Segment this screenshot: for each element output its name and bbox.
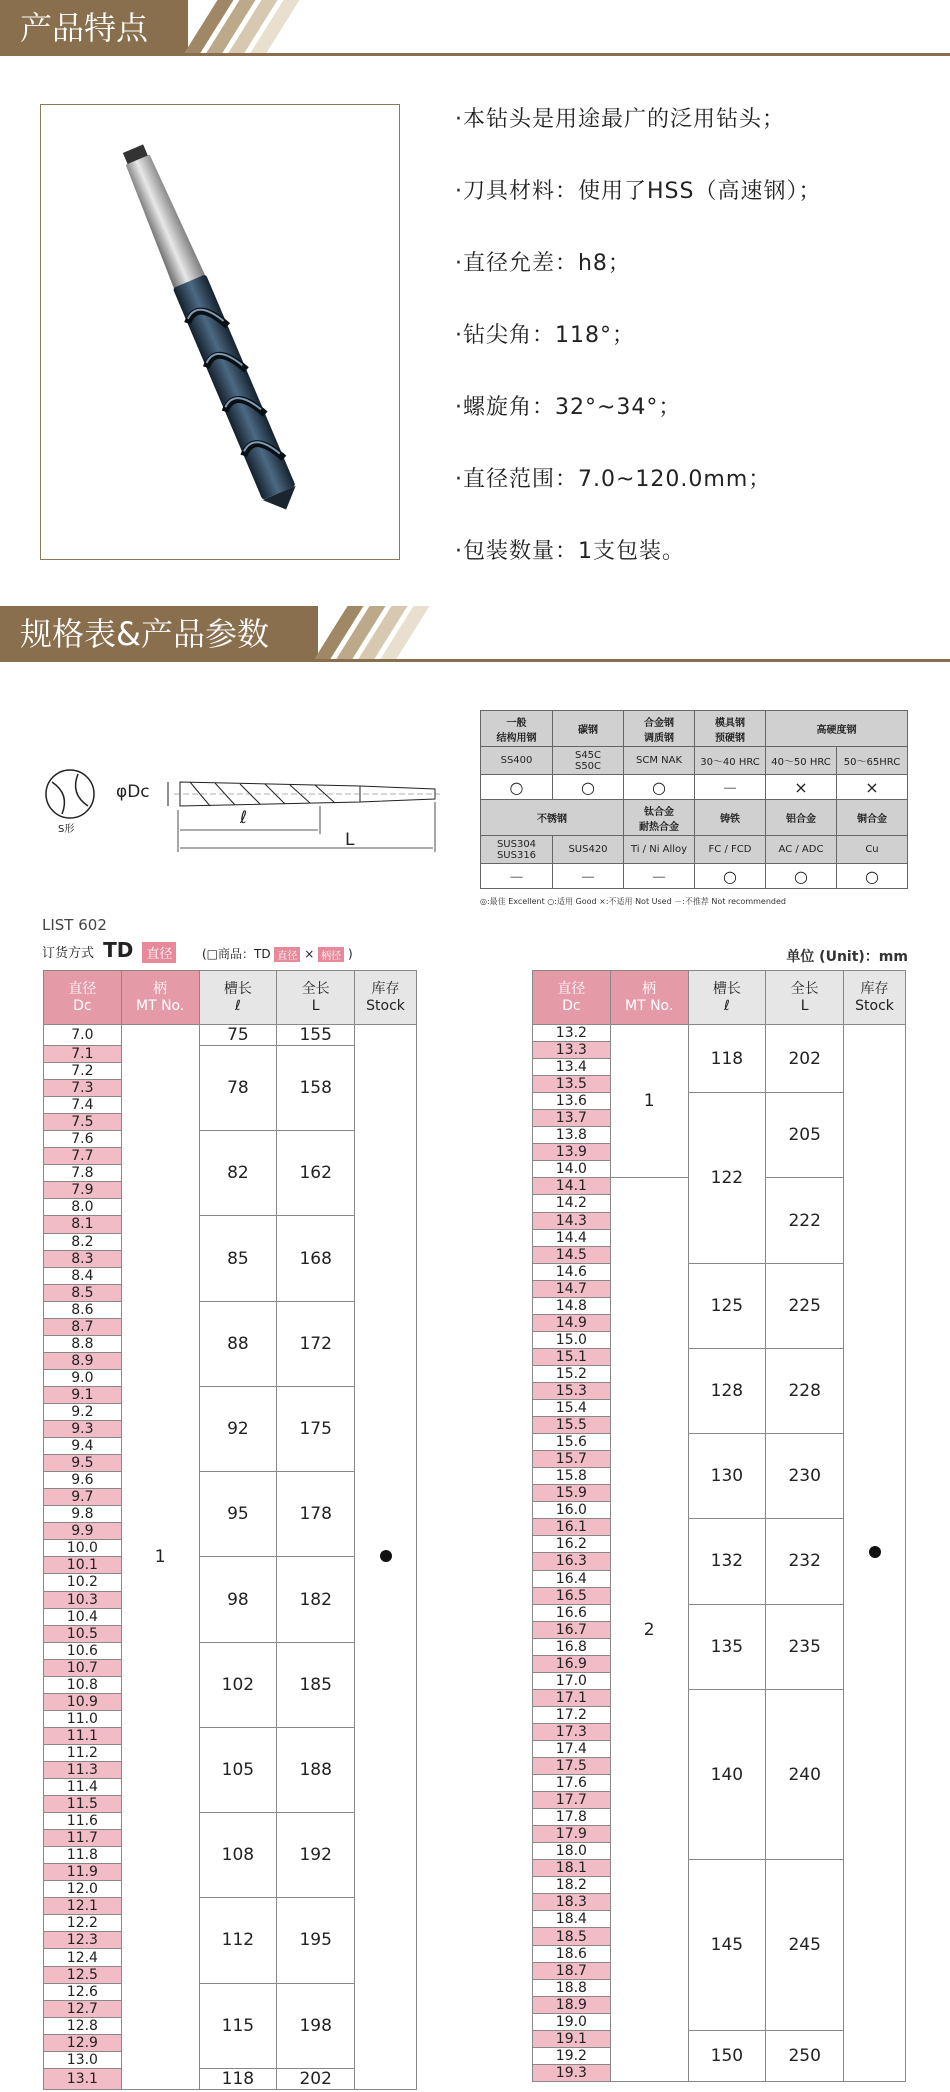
product-note-suffix: ) <box>347 947 353 961</box>
total-length-cell: 158 <box>277 1046 355 1131</box>
material-grade: FC / FCD <box>695 836 766 864</box>
diameter-cell: 14.7 <box>533 1280 611 1297</box>
diameter-cell: 15.8 <box>533 1468 611 1485</box>
col-header-dc: 直径 Dc <box>533 971 611 1025</box>
diameter-cell: 10.8 <box>44 1676 122 1693</box>
diameter-cell: 7.9 <box>44 1182 122 1199</box>
features-title: 产品特点 <box>0 0 188 56</box>
diameter-cell: 15.2 <box>533 1365 611 1382</box>
flute-length-cell: 150 <box>688 2030 766 2081</box>
diameter-cell: 15.4 <box>533 1400 611 1417</box>
col-header-mt: 柄 MT No. <box>610 971 688 1025</box>
diameter-cell: 18.0 <box>533 1843 611 1860</box>
flute-length-cell: 125 <box>688 1263 766 1348</box>
diameter-cell: 17.1 <box>533 1689 611 1706</box>
diameter-cell: 15.9 <box>533 1485 611 1502</box>
total-length-cell: 198 <box>277 1983 355 2068</box>
material-legend: ◎:最佳 Excellent ○:适用 Good ×:不适用 Not Used －:不推荐 Not recommended <box>480 897 786 906</box>
flute-length-cell: 82 <box>199 1131 277 1216</box>
diameter-cell: 19.2 <box>533 2047 611 2064</box>
diameter-cell: 16.3 <box>533 1553 611 1570</box>
spec-header <box>0 606 950 662</box>
product-note-prefix: (□商品：TD <box>202 947 271 961</box>
spec-table-right <box>532 970 906 2082</box>
diameter-cell: 17.9 <box>533 1826 611 1843</box>
diameter-cell: 12.7 <box>44 2000 122 2017</box>
total-length-cell: 192 <box>277 1813 355 1898</box>
table-row <box>44 1025 417 1046</box>
diameter-cell: 16.5 <box>533 1587 611 1604</box>
col-header-stock: 库存 Stock <box>844 971 906 1025</box>
feature-item: ·直径范围：7.0~120.0mm； <box>455 467 772 492</box>
diameter-cell: 7.4 <box>44 1097 122 1114</box>
material-grade: SCM NAK <box>624 747 695 775</box>
material-grade: S45C S50C <box>553 747 624 775</box>
col-header-mt: 柄 MT No. <box>121 971 199 1025</box>
suitability-mark: ○ <box>624 775 695 800</box>
diameter-cell: 7.2 <box>44 1063 122 1080</box>
note-diameter-pill: 直径 <box>274 947 300 962</box>
diameter-cell: 14.0 <box>533 1161 611 1178</box>
diameter-cell: 10.3 <box>44 1591 122 1608</box>
diameter-cell: 19.1 <box>533 2030 611 2047</box>
diameter-cell: 14.6 <box>533 1263 611 1280</box>
diameter-cell: 13.6 <box>533 1093 611 1110</box>
s-shape-label: S形 <box>58 824 75 835</box>
diameter-cell: 8.2 <box>44 1233 122 1250</box>
diameter-cell: 14.4 <box>533 1229 611 1246</box>
total-length-label: L <box>345 830 355 850</box>
material-grade: AC / ADC <box>766 836 837 864</box>
diameter-cell: 13.7 <box>533 1110 611 1127</box>
material-header: 铝合金 <box>766 800 837 836</box>
diameter-cell: 11.4 <box>44 1779 122 1796</box>
diameter-cell: 17.3 <box>533 1723 611 1740</box>
diameter-cell: 17.0 <box>533 1672 611 1689</box>
stock-cell <box>844 1025 906 2082</box>
diameter-cell: 7.5 <box>44 1114 122 1131</box>
material-grade: Cu <box>837 836 908 864</box>
diameter-cell: 11.7 <box>44 1830 122 1847</box>
feature-item: ·钻尖角：118°； <box>455 323 635 348</box>
drill-body <box>173 274 296 500</box>
shank <box>122 153 206 291</box>
total-length-cell: 225 <box>766 1263 844 1348</box>
diameter-cell: 11.2 <box>44 1744 122 1761</box>
diameter-cell: 7.1 <box>44 1046 122 1063</box>
diameter-cell: 11.0 <box>44 1710 122 1727</box>
flute-length-cell: 115 <box>199 1983 277 2068</box>
suitability-mark: ○ <box>837 864 908 889</box>
diameter-cell: 10.6 <box>44 1642 122 1659</box>
total-length-cell: 175 <box>277 1386 355 1471</box>
flute-length-cell: 130 <box>688 1434 766 1519</box>
diameter-cell: 10.2 <box>44 1574 122 1591</box>
suitability-mark: ○ <box>695 864 766 889</box>
diameter-cell: 10.1 <box>44 1557 122 1574</box>
shank-mt-cell: 1 <box>121 1025 199 2090</box>
diameter-cell: 18.7 <box>533 1962 611 1979</box>
order-code: TD <box>103 938 134 962</box>
material-header: 一般 结构用钢 <box>481 711 553 747</box>
total-length-cell: 202 <box>766 1025 844 1093</box>
material-header: 不锈钢 <box>481 800 624 836</box>
suitability-mark: × <box>766 775 837 800</box>
diameter-cell: 14.2 <box>533 1195 611 1212</box>
total-length-cell: 232 <box>766 1519 844 1604</box>
col-header-total: 全长 L <box>766 971 844 1025</box>
total-length-cell: 172 <box>277 1301 355 1386</box>
order-label: 订货方式 <box>42 946 95 961</box>
material-grade: 40～50 HRC <box>766 747 837 775</box>
col-header-flute: 槽长 ℓ <box>688 971 766 1025</box>
diameter-cell: 13.9 <box>533 1144 611 1161</box>
product-photo <box>40 104 400 560</box>
material-grade: 30～40 HRC <box>695 747 766 775</box>
diameter-cell: 9.7 <box>44 1489 122 1506</box>
diameter-cell: 16.8 <box>533 1638 611 1655</box>
flute-length-cell: 145 <box>688 1860 766 2030</box>
diameter-cell: 11.9 <box>44 1864 122 1881</box>
col-header-total: 全长 L <box>277 971 355 1025</box>
diameter-cell: 10.0 <box>44 1540 122 1557</box>
suitability-mark: ○ <box>553 775 624 800</box>
diameter-cell: 17.2 <box>533 1706 611 1723</box>
feature-item: ·刀具材料：使用了HSS（高速钢）； <box>455 179 822 204</box>
total-length-cell: 250 <box>766 2030 844 2081</box>
diameter-cell: 9.5 <box>44 1455 122 1472</box>
material-header: 铜合金 <box>837 800 908 836</box>
diameter-cell: 8.4 <box>44 1267 122 1284</box>
diameter-cell: 7.7 <box>44 1148 122 1165</box>
material-header: 模具钢 预硬钢 <box>695 711 766 747</box>
material-table <box>480 710 908 889</box>
diameter-cell: 16.2 <box>533 1536 611 1553</box>
flute-length-cell: 92 <box>199 1386 277 1471</box>
diameter-cell: 10.7 <box>44 1659 122 1676</box>
diameter-cell: 7.0 <box>44 1025 122 1046</box>
diameter-cell: 12.0 <box>44 1881 122 1898</box>
total-length-cell: 188 <box>277 1727 355 1812</box>
order-diameter-pill: 直径 <box>142 942 176 963</box>
diameter-cell: 9.1 <box>44 1386 122 1403</box>
flute-length-cell: 118 <box>688 1025 766 1093</box>
diameter-cell: 12.4 <box>44 1949 122 1966</box>
stock-cell <box>355 1025 417 2090</box>
diameter-cell: 9.0 <box>44 1369 122 1386</box>
flute-length-cell: 78 <box>199 1046 277 1131</box>
diameter-cell: 13.2 <box>533 1025 611 1042</box>
material-header: 碳钢 <box>553 711 624 747</box>
diameter-cell: 7.3 <box>44 1080 122 1097</box>
diameter-cell: 15.6 <box>533 1434 611 1451</box>
drill-diagram <box>40 756 480 866</box>
diameter-cell: 16.1 <box>533 1519 611 1536</box>
total-length-cell: 162 <box>277 1131 355 1216</box>
col-header-dc: 直径 Dc <box>44 971 122 1025</box>
diameter-cell: 10.5 <box>44 1625 122 1642</box>
diameter-cell: 13.0 <box>44 2051 122 2068</box>
diameter-cell: 8.6 <box>44 1301 122 1318</box>
cross-section-icon <box>46 770 94 818</box>
material-header: 合金钢 调质钢 <box>624 711 695 747</box>
diameter-cell: 19.0 <box>533 2013 611 2030</box>
diameter-cell: 15.0 <box>533 1331 611 1348</box>
diameter-cell: 16.9 <box>533 1655 611 1672</box>
diameter-cell: 14.5 <box>533 1246 611 1263</box>
suitability-mark: ○ <box>481 775 553 800</box>
flute-length-cell: 95 <box>199 1472 277 1557</box>
diameter-cell: 16.0 <box>533 1502 611 1519</box>
unit-label: 单位 (Unit)：mm <box>786 949 908 965</box>
list-number: LIST 602 <box>42 916 107 934</box>
material-grade: SUS420 <box>553 836 624 864</box>
flute-length-cell: 105 <box>199 1727 277 1812</box>
diameter-cell: 9.3 <box>44 1421 122 1438</box>
diameter-cell: 11.5 <box>44 1796 122 1813</box>
material-header: 铸铁 <box>695 800 766 836</box>
diameter-cell: 9.4 <box>44 1438 122 1455</box>
dc-label: φDc <box>116 782 150 802</box>
material-header: 高硬度钢 <box>766 711 908 747</box>
suitability-mark: × <box>837 775 908 800</box>
total-length-cell: 205 <box>766 1093 844 1178</box>
diameter-cell: 18.6 <box>533 1945 611 1962</box>
total-length-cell: 202 <box>277 2068 355 2089</box>
shank-mt-cell: 1 <box>610 1025 688 1178</box>
diameter-cell: 13.3 <box>533 1042 611 1059</box>
col-header-stock: 库存 Stock <box>355 971 417 1025</box>
diameter-cell: 17.8 <box>533 1809 611 1826</box>
diameter-cell: 12.3 <box>44 1932 122 1949</box>
total-length-cell: 178 <box>277 1472 355 1557</box>
diameter-cell: 14.1 <box>533 1178 611 1195</box>
diameter-cell: 18.3 <box>533 1894 611 1911</box>
flute-length-cell: 88 <box>199 1301 277 1386</box>
diameter-cell: 11.8 <box>44 1847 122 1864</box>
suitability-mark: － <box>481 864 553 889</box>
diameter-cell: 11.6 <box>44 1813 122 1830</box>
feature-item: ·螺旋角：32°~34°； <box>455 395 682 420</box>
feature-item: ·直径允差：h8； <box>455 251 631 276</box>
header-rule <box>0 53 950 56</box>
total-length-cell: 228 <box>766 1348 844 1433</box>
diameter-cell: 13.4 <box>533 1059 611 1076</box>
diameter-cell: 16.4 <box>533 1570 611 1587</box>
flute-length-cell: 135 <box>688 1604 766 1689</box>
total-length-cell: 185 <box>277 1642 355 1727</box>
flute-length-cell: 122 <box>688 1093 766 1263</box>
note-shank-pill: 柄径 <box>318 947 344 962</box>
feature-item: ·本钻头是用途最广的泛用钻头； <box>455 107 785 132</box>
order-method <box>42 938 176 963</box>
diameter-cell: 15.5 <box>533 1417 611 1434</box>
diameter-cell: 8.8 <box>44 1335 122 1352</box>
diameter-cell: 14.9 <box>533 1314 611 1331</box>
header-rule <box>0 659 950 662</box>
col-header-flute: 槽长 ℓ <box>199 971 277 1025</box>
diameter-cell: 10.4 <box>44 1608 122 1625</box>
diameter-cell: 12.5 <box>44 1966 122 1983</box>
diameter-cell: 18.8 <box>533 1979 611 1996</box>
flute-length-cell: 108 <box>199 1813 277 1898</box>
table-row <box>533 1025 906 1042</box>
diameter-cell: 8.3 <box>44 1250 122 1267</box>
diameter-cell: 17.6 <box>533 1775 611 1792</box>
flute-length-cell: 102 <box>199 1642 277 1727</box>
flute-length-cell: 118 <box>199 2068 277 2089</box>
diameter-cell: 12.8 <box>44 2017 122 2034</box>
product-note <box>202 945 353 962</box>
spec-title: 规格表&产品参数 <box>0 606 318 662</box>
flute-length-cell: 112 <box>199 1898 277 1983</box>
features-header <box>0 0 950 56</box>
diameter-cell: 8.1 <box>44 1216 122 1233</box>
diameter-cell: 11.1 <box>44 1727 122 1744</box>
material-header: 钛合金 耐热合金 <box>624 800 695 836</box>
diameter-cell: 19.3 <box>533 2064 611 2081</box>
flute-length-cell: 140 <box>688 1689 766 1859</box>
diameter-cell: 15.7 <box>533 1451 611 1468</box>
feature-item: ·包装数量：1支包装。 <box>455 539 685 564</box>
total-length-cell: 155 <box>277 1025 355 1046</box>
diameter-cell: 9.6 <box>44 1472 122 1489</box>
total-length-cell: 222 <box>766 1178 844 1263</box>
flute-length-cell: 98 <box>199 1557 277 1642</box>
diameter-cell: 18.5 <box>533 1928 611 1945</box>
diameter-cell: 9.9 <box>44 1523 122 1540</box>
diameter-cell: 17.5 <box>533 1758 611 1775</box>
in-stock-icon <box>380 1550 392 1562</box>
diameter-cell: 9.8 <box>44 1506 122 1523</box>
flute-length-label: ℓ <box>240 808 248 828</box>
diameter-cell: 14.3 <box>533 1212 611 1229</box>
diameter-cell: 18.1 <box>533 1860 611 1877</box>
diameter-cell: 11.3 <box>44 1761 122 1778</box>
diameter-cell: 17.4 <box>533 1740 611 1757</box>
flute-length-cell: 132 <box>688 1519 766 1604</box>
total-length-cell: 195 <box>277 1898 355 1983</box>
flute-length-cell: 85 <box>199 1216 277 1301</box>
diameter-cell: 9.2 <box>44 1403 122 1420</box>
diameter-cell: 12.6 <box>44 1983 122 2000</box>
diameter-cell: 8.0 <box>44 1199 122 1216</box>
total-length-cell: 168 <box>277 1216 355 1301</box>
diameter-cell: 18.2 <box>533 1877 611 1894</box>
material-grade: 50～65HRC <box>837 747 908 775</box>
diameter-cell: 8.5 <box>44 1284 122 1301</box>
diameter-cell: 8.9 <box>44 1352 122 1369</box>
diameter-cell: 16.7 <box>533 1621 611 1638</box>
diameter-cell: 14.8 <box>533 1297 611 1314</box>
note-times: × <box>304 947 315 961</box>
diameter-cell: 15.1 <box>533 1348 611 1365</box>
diameter-cell: 8.7 <box>44 1318 122 1335</box>
diameter-cell: 18.9 <box>533 1996 611 2013</box>
diameter-cell: 16.6 <box>533 1604 611 1621</box>
diameter-cell: 13.8 <box>533 1127 611 1144</box>
total-length-cell: 230 <box>766 1434 844 1519</box>
diameter-cell: 12.9 <box>44 2034 122 2051</box>
material-grade: Ti / Ni Alloy <box>624 836 695 864</box>
diameter-cell: 13.5 <box>533 1076 611 1093</box>
diameter-cell: 17.7 <box>533 1792 611 1809</box>
suitability-mark: － <box>624 864 695 889</box>
diameter-cell: 10.9 <box>44 1693 122 1710</box>
suitability-mark: ○ <box>766 864 837 889</box>
total-length-cell: 245 <box>766 1860 844 2030</box>
spec-table-left <box>43 970 417 2090</box>
suitability-mark: － <box>695 775 766 800</box>
total-length-cell: 182 <box>277 1557 355 1642</box>
material-grade: SUS304 SUS316 <box>481 836 553 864</box>
diameter-cell: 15.3 <box>533 1382 611 1399</box>
in-stock-icon <box>869 1546 881 1558</box>
material-grade: SS400 <box>481 747 553 775</box>
diameter-cell: 18.4 <box>533 1911 611 1928</box>
diameter-cell: 13.1 <box>44 2068 122 2089</box>
flute-length-cell: 75 <box>199 1025 277 1046</box>
diameter-cell: 12.1 <box>44 1898 122 1915</box>
diameter-cell: 12.2 <box>44 1915 122 1932</box>
diameter-cell: 7.8 <box>44 1165 122 1182</box>
suitability-mark: － <box>553 864 624 889</box>
total-length-cell: 240 <box>766 1689 844 1859</box>
flute-length-cell: 128 <box>688 1348 766 1433</box>
shank-mt-cell: 2 <box>610 1178 688 2081</box>
total-length-cell: 235 <box>766 1604 844 1689</box>
diameter-cell: 7.6 <box>44 1131 122 1148</box>
